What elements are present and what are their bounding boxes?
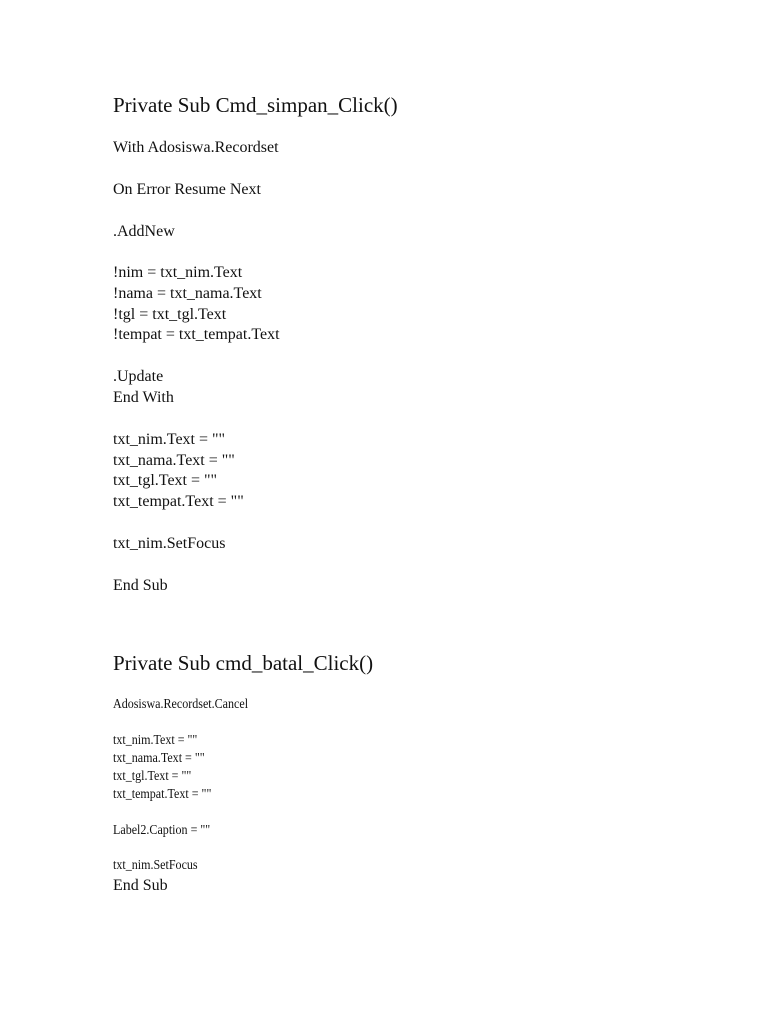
code-line: !nama = txt_nama.Text (113, 285, 262, 302)
code-line: On Error Resume Next (113, 181, 261, 198)
procedure-heading-batal: Private Sub cmd_batal_Click() (113, 651, 374, 675)
code-line: With Adosiswa.Recordset (113, 139, 279, 156)
code-line: txt_nim.Text = "" (113, 733, 198, 748)
code-line: .Update (113, 368, 164, 385)
code-line: txt_nim.Text = "" (113, 431, 226, 448)
code-line-end-sub: End Sub (113, 877, 168, 894)
code-line: txt_nama.Text = "" (113, 452, 235, 469)
code-line: txt_nim.SetFocus (113, 858, 198, 873)
code-line: .AddNew (113, 223, 175, 240)
code-line: txt_nim.SetFocus (113, 535, 226, 552)
code-line: End Sub (113, 577, 168, 594)
code-line: txt_tgl.Text = "" (113, 769, 192, 784)
code-line: Adosiswa.Recordset.Cancel (113, 697, 249, 712)
code-line: End With (113, 389, 174, 406)
code-line: !nim = txt_nim.Text (113, 264, 243, 281)
code-line: txt_tempat.Text = "" (113, 787, 212, 802)
code-line: txt_tgl.Text = "" (113, 472, 218, 489)
procedure-heading-simpan: Private Sub Cmd_simpan_Click() (113, 93, 398, 117)
code-line: !tgl = txt_tgl.Text (113, 306, 227, 323)
code-line: !tempat = txt_tempat.Text (113, 326, 280, 343)
code-line: Label2.Caption = "" (113, 823, 211, 838)
code-line: txt_tempat.Text = "" (113, 493, 244, 510)
code-line: txt_nama.Text = "" (113, 751, 205, 766)
